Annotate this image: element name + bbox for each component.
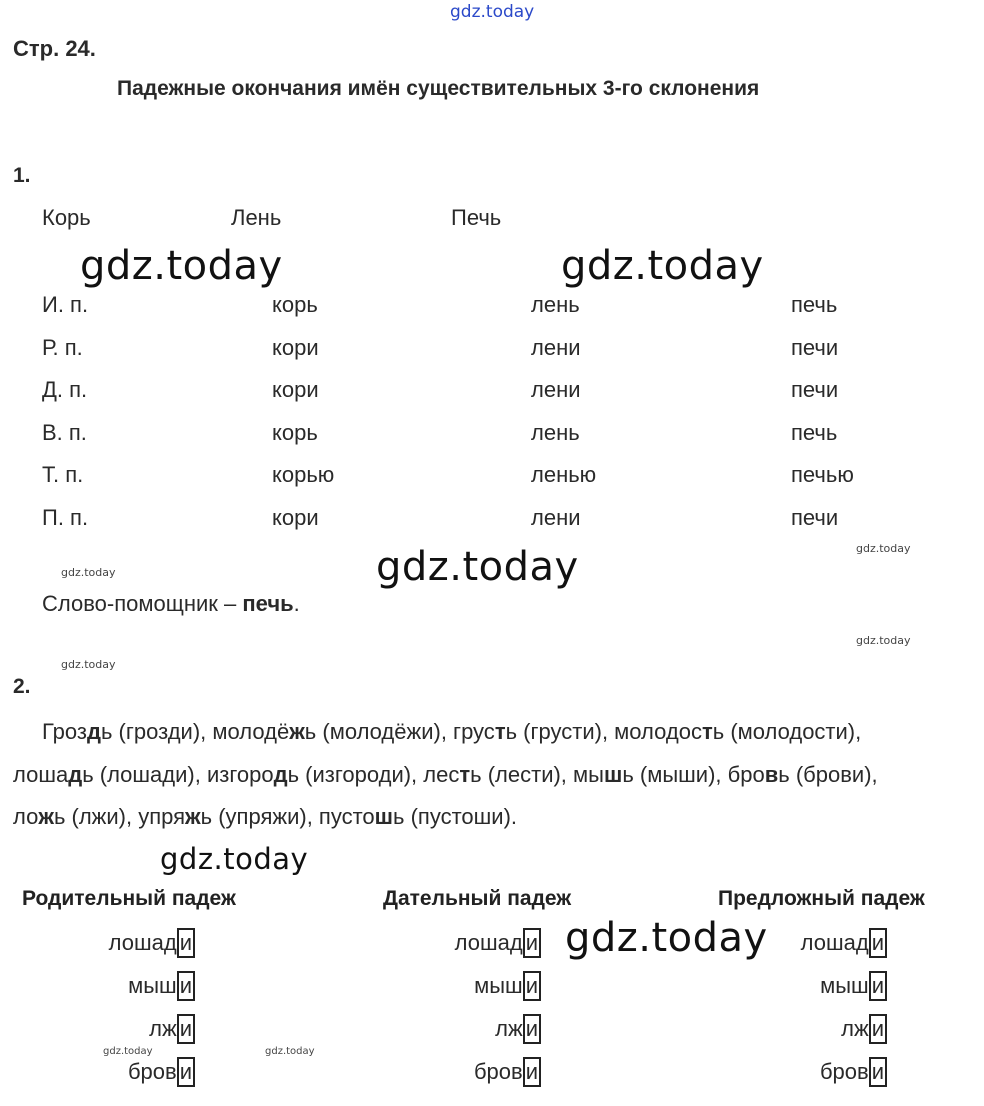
text-segment: ь (грозди), молодё [100, 719, 290, 744]
ending-box: и [869, 1057, 887, 1087]
page-reference: Стр. 24. [13, 36, 96, 61]
page-title: Падежные окончания имён существительных 3-го склонения [117, 77, 760, 100]
helper-word-line [42, 591, 300, 617]
word-stem: лж [495, 1016, 523, 1041]
case-label: Т. п. [42, 462, 84, 488]
watermark: gdz.today [565, 915, 768, 961]
text-segment: ло [13, 804, 39, 829]
ending-box: и [177, 971, 195, 1001]
word-with-ending [455, 928, 541, 958]
ending-box: и [177, 1057, 195, 1087]
watermark: gdz.today [80, 243, 283, 289]
declension-form: лени [531, 505, 581, 530]
highlighted-letter: в [764, 762, 779, 787]
watermark: gdz.today [160, 842, 309, 876]
ending-box: и [523, 971, 541, 1001]
exercise-2-line-1 [42, 719, 861, 745]
declension-form: лень [531, 292, 580, 317]
helper-prefix: Слово-помощник – [42, 591, 243, 616]
text-segment: лоша [13, 762, 69, 787]
declension-form: лень [531, 419, 580, 445]
word-3: Печь [451, 205, 502, 230]
column-header-genitive: Родительный падеж [22, 887, 236, 910]
watermark: gdz.today [376, 544, 579, 590]
text-segment: ь (брови), [778, 762, 878, 787]
word-with-ending [801, 928, 887, 958]
declension-form: печь [791, 292, 838, 317]
word-stem: мыш [820, 973, 869, 998]
declension-form: лени [531, 334, 581, 360]
word-with-ending [841, 1014, 887, 1044]
watermark-small: gdz.today [103, 1046, 153, 1057]
highlighted-letter: д [68, 762, 83, 787]
ending-box: и [523, 1057, 541, 1087]
word-with-ending [474, 971, 541, 1001]
exercise-2-line-2 [13, 762, 878, 788]
watermark-small: gdz.today [856, 542, 911, 555]
helper-suffix: . [293, 591, 300, 616]
text-segment: ь (изгороди), лес [287, 762, 460, 787]
ending-box: и [523, 1014, 541, 1044]
text-segment: Гроз [42, 719, 87, 744]
column-header-dative: Дательный падеж [383, 887, 572, 910]
highlighted-letter: т [459, 762, 471, 787]
declension-form: лени [531, 377, 581, 403]
highlighted-letter: ш [374, 804, 394, 829]
word-with-ending [149, 1014, 195, 1044]
watermark-small: gdz.today [61, 658, 116, 671]
word-stem: мыш [474, 973, 523, 998]
word-1: Корь [42, 205, 91, 230]
declension-form: печи [791, 334, 839, 360]
declension-form: кори [272, 505, 319, 530]
text-segment: ь (молодёжи), грус [304, 719, 495, 744]
helper-word: печь [242, 591, 294, 616]
word-with-ending [474, 1057, 541, 1087]
highlighted-letter: т [494, 719, 506, 744]
word-stem: лошад [454, 930, 523, 955]
word-2: Лень [231, 205, 282, 230]
watermark-small: gdz.today [265, 1046, 315, 1057]
exercise-2-line-3 [13, 804, 517, 830]
word-with-ending [820, 1057, 887, 1087]
ending-box: и [869, 971, 887, 1001]
declension-form: кори [272, 334, 319, 360]
text-segment: ь (пустоши). [393, 804, 518, 829]
declension-form: ленью [531, 462, 597, 488]
declension-form: печи [791, 377, 839, 403]
declension-form: кори [272, 377, 319, 403]
word-stem: бров [473, 1059, 523, 1084]
highlighted-letter: ж [38, 804, 54, 829]
text-segment: ь (лести), мы [470, 762, 604, 787]
word-with-ending [128, 1057, 195, 1087]
highlighted-letter: ж [185, 804, 201, 829]
case-label: И. п. [42, 292, 89, 317]
exercise-2-number: 2. [13, 675, 31, 698]
text-segment: ь (молодости), [712, 719, 862, 744]
word-stem: бров [819, 1059, 869, 1084]
column-header-prepositional: Предложный падеж [718, 887, 925, 910]
word-with-ending [820, 971, 887, 1001]
highlighted-letter: т [701, 719, 713, 744]
word-stem: лошад [108, 930, 177, 955]
highlighted-letter: ж [289, 719, 305, 744]
word-stem: бров [127, 1059, 177, 1084]
word-stem: лж [841, 1016, 869, 1041]
text-segment: ь (грусти), молодос [505, 719, 702, 744]
watermark-small: gdz.today [856, 634, 911, 647]
declension-form: печь [791, 419, 838, 445]
watermark: gdz.today [561, 243, 764, 289]
ending-box: и [523, 928, 541, 958]
case-label: Р. п. [42, 334, 83, 360]
declension-form: корь [272, 292, 318, 317]
ending-box: и [869, 928, 887, 958]
word-with-ending [128, 971, 195, 1001]
text-segment: ь (лжи), упря [53, 804, 186, 829]
highlighted-letter: д [87, 719, 101, 744]
highlighted-letter: ш [603, 762, 623, 787]
watermark-small: gdz.today [61, 566, 116, 579]
text-segment: ь (упряжи), пусто [200, 804, 375, 829]
declension-form: корь [272, 419, 318, 445]
declension-form: печи [791, 505, 839, 530]
word-with-ending [109, 928, 195, 958]
word-stem: лошад [800, 930, 869, 955]
exercise-1-number: 1. [13, 164, 31, 187]
declension-form: печью [791, 462, 854, 488]
text-segment: ь (лошади), изгоро [82, 762, 274, 787]
text-segment: ь (мыши), бро [622, 762, 765, 787]
declension-form: корью [272, 462, 335, 488]
case-label: П. п. [42, 505, 89, 530]
word-stem: лж [149, 1016, 177, 1041]
word-with-ending [495, 1014, 541, 1044]
case-label: В. п. [42, 419, 87, 445]
word-stem: мыш [128, 973, 177, 998]
ending-box: и [177, 928, 195, 958]
case-label: Д. п. [42, 377, 88, 403]
ending-box: и [869, 1014, 887, 1044]
highlighted-letter: д [273, 762, 288, 787]
ending-box: и [177, 1014, 195, 1044]
watermark-top: gdz.today [450, 2, 535, 22]
